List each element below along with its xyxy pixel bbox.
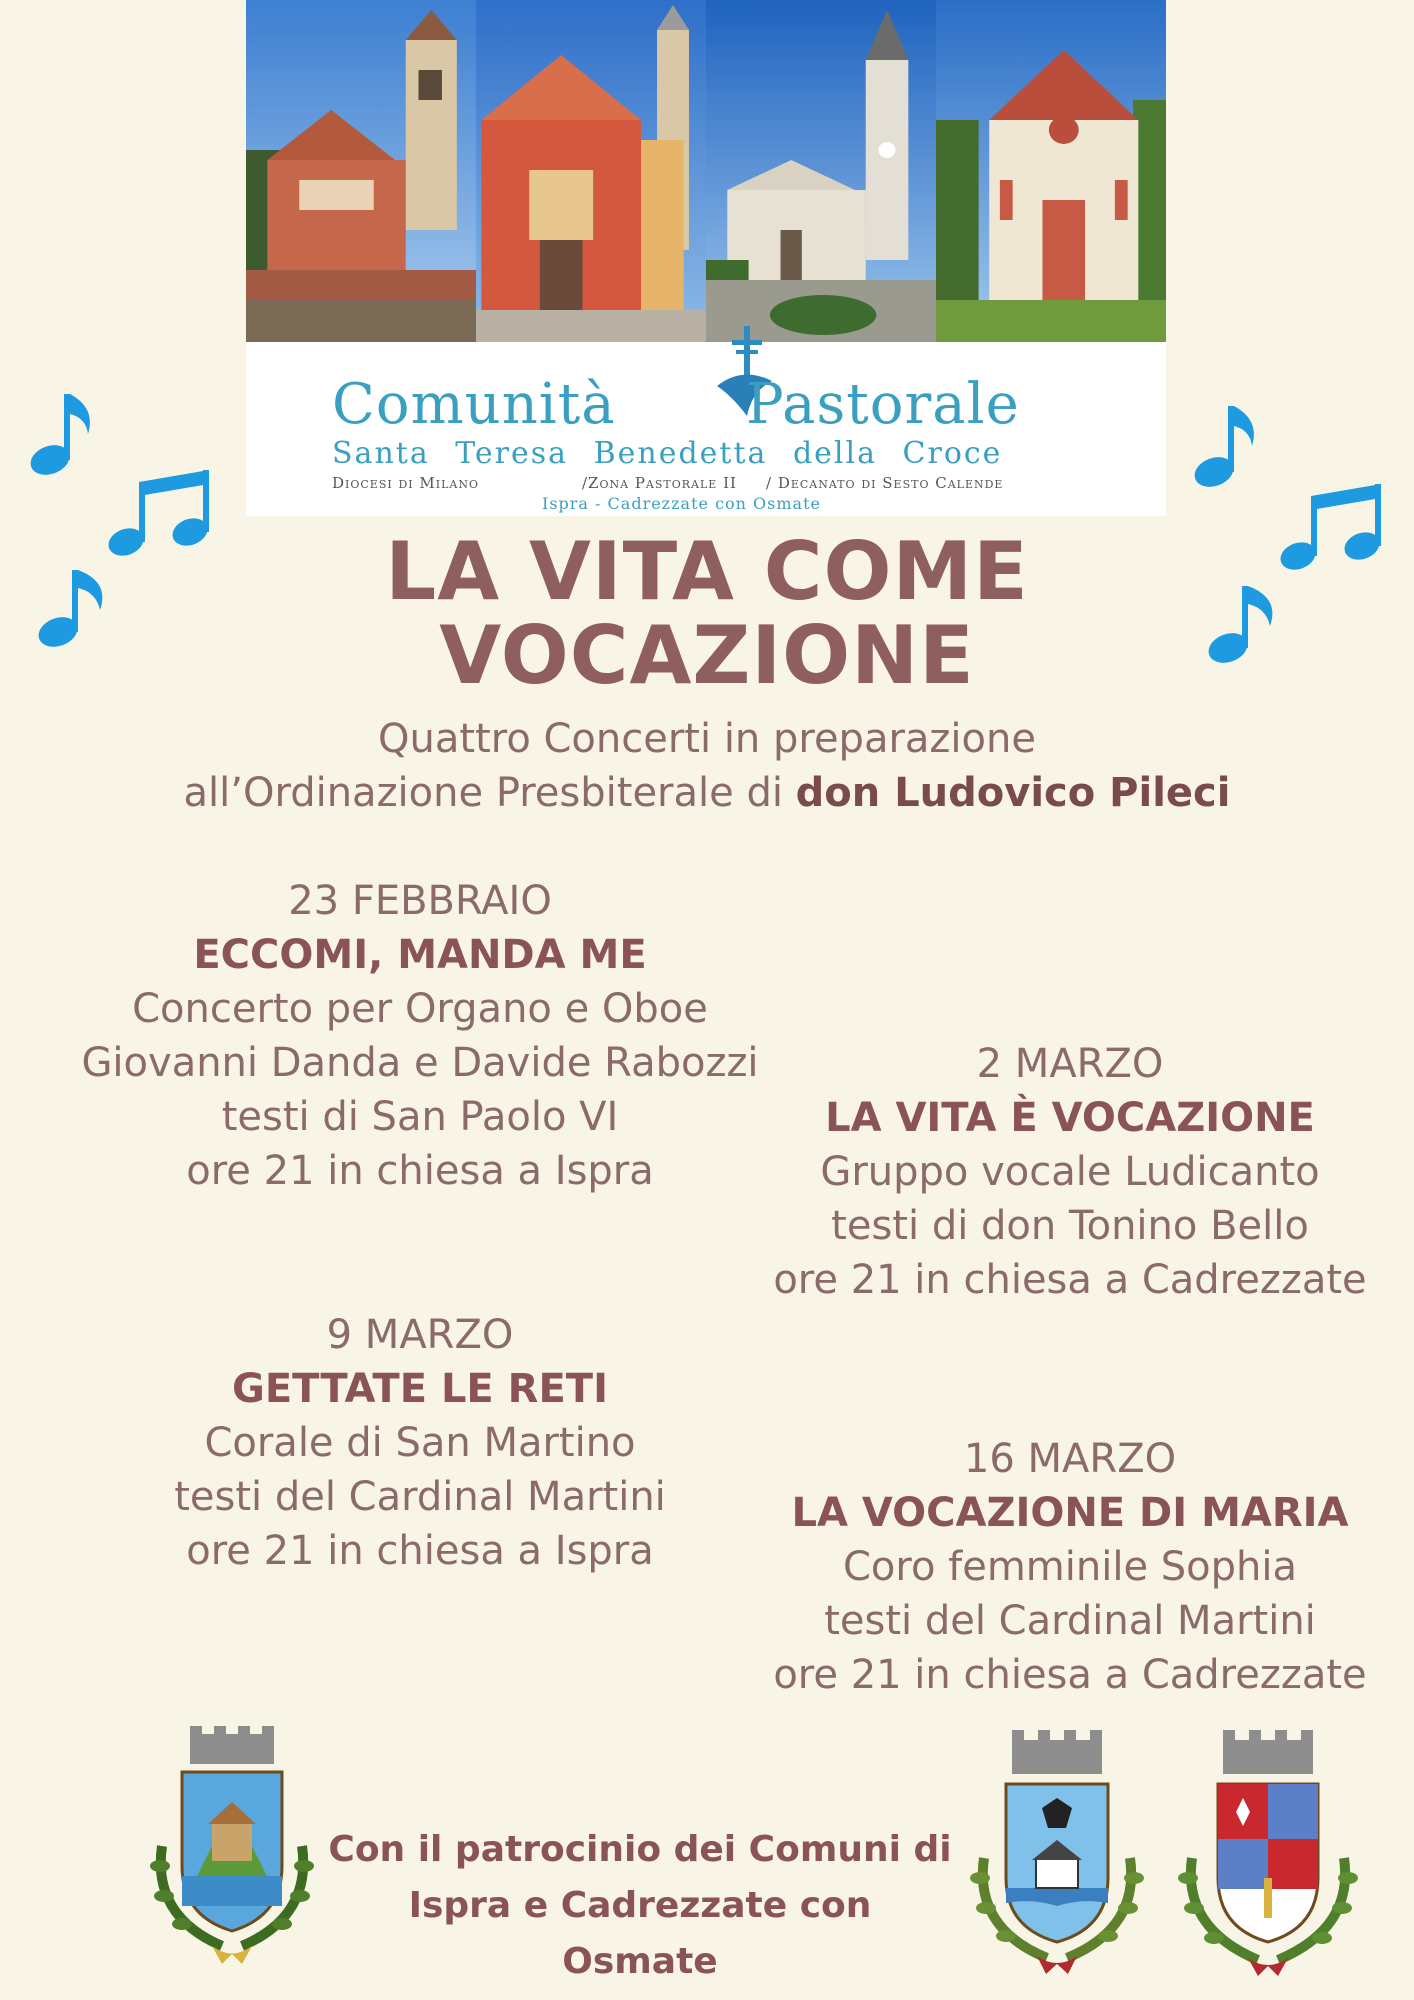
concert-venue: ore 21 in chiesa a Cadrezzate [773,1652,1367,1698]
concert-block [20,1308,820,1578]
concert-title: LA VITA È VOCAZIONE [825,1095,1315,1141]
logo-word-pastorale: Pastorale [746,372,1020,437]
event-subtitle [0,712,1414,820]
logo-subtitle: Santa Teresa Benedetta della Croce [332,436,1003,471]
logo-places: Ispra - Cadrezzate con Osmate [542,494,821,513]
title-line-1: LA VITA COME [385,525,1029,618]
concert-venue: ore 21 in chiesa a Ispra [186,1148,654,1194]
logo-decanato: / Decanato di Sesto Calende [766,474,1004,492]
concert-date: 23 FEBBRAIO [288,878,552,924]
logo-word-comunita: Comunità [332,372,616,437]
concert-venue: ore 21 in chiesa a Ispra [186,1528,654,1574]
patronage-line-2: Ispra e Cadrezzate con Osmate [408,1885,872,1982]
concert-texts: testi del Cardinal Martini [824,1598,1316,1644]
church-photo-3 [706,0,936,342]
ordinand-name: don Ludovico Pileci [795,770,1231,816]
music-note-icon [26,384,106,484]
logo-diocese: Diocesi di Milano [332,474,480,492]
logo-banner [246,342,1166,516]
church-photo-strip [246,0,1166,342]
church-photo-4 [936,0,1166,342]
concert-texts: testi del Cardinal Martini [174,1474,666,1520]
subtitle-line-1: Quattro Concerti in preparazione [378,716,1036,762]
concert-title: LA VOCAZIONE DI MARIA [791,1490,1349,1536]
concert-performers: Gruppo vocale Ludicanto [820,1149,1320,1195]
music-note-icon [1190,396,1270,496]
concert-date: 9 MARZO [326,1312,514,1358]
logo-zona: /Zona Pastorale II [582,474,737,492]
church-photo-1 [246,0,476,342]
concert-block [20,874,820,1198]
concert-performers: Corale di San Martino [204,1420,636,1466]
concert-program: Concerto per Organo e Oboe [132,986,708,1032]
concert-performers: Giovanni Danda e Davide Rabozzi [81,1040,759,1086]
concert-texts: testi di San Paolo VI [221,1094,619,1140]
concert-texts: testi di don Tonino Bello [831,1203,1309,1249]
patronage-line-1: Con il patrocinio dei Comuni di [328,1829,952,1870]
concert-date: 16 MARZO [963,1436,1177,1482]
subtitle-line-2 [0,766,1414,820]
osmate-crest-icon [1168,1728,1368,1978]
concert-venue: ore 21 in chiesa a Cadrezzate [773,1257,1367,1303]
concert-block [710,1432,1414,1702]
concert-title: ECCOMI, MANDA ME [193,932,647,978]
subtitle-prefix: all’Ordinazione Presbiterale di [183,770,796,816]
patronage-text [325,1822,955,1990]
concert-block [710,1037,1414,1307]
event-title [0,525,1414,702]
concert-performers: Coro femminile Sophia [842,1544,1298,1590]
title-line-2: VOCAZIONE [439,609,975,702]
church-photo-2 [476,0,706,342]
concert-date: 2 MARZO [976,1041,1164,1087]
cadrezzate-crest-icon [962,1728,1152,1978]
concert-title: GETTATE LE RETI [232,1366,608,1412]
ispra-crest-icon [142,1726,322,1966]
